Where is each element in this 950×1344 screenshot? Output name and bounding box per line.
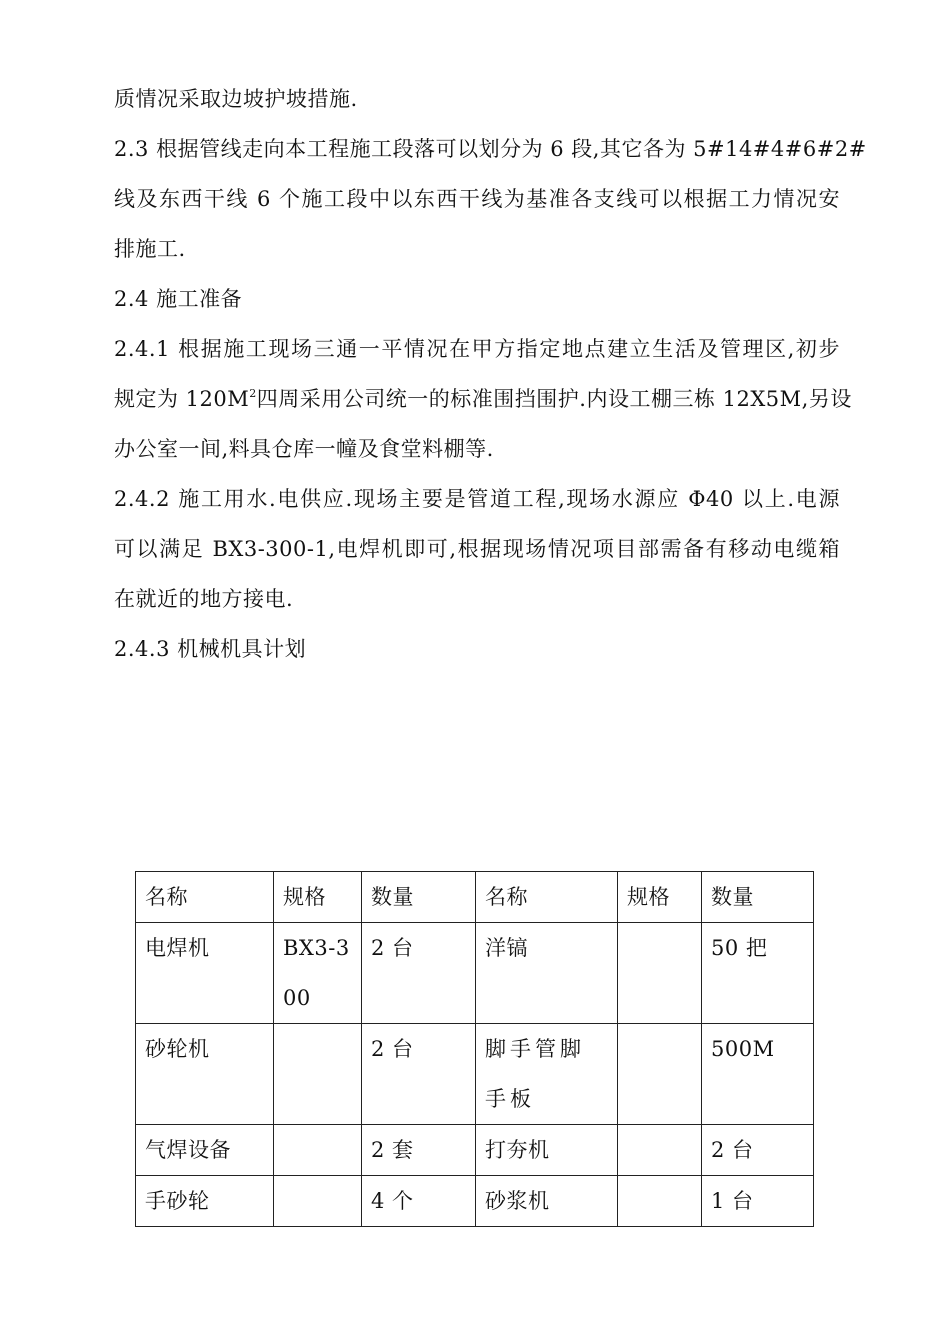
paragraph-2-3-sections	[114, 124, 867, 274]
text-line: 排施工.	[114, 237, 186, 261]
header-cell-spec: 规格	[618, 872, 702, 923]
table-row	[136, 1024, 814, 1125]
text-segment: 四周采用公司统一的标准围挡围护.内设工棚三栋 12X5M,另设	[256, 387, 852, 411]
table-cell	[618, 923, 702, 1024]
text-line: 2.4.3 机械机具计划	[114, 637, 307, 661]
header-cell-name: 名称	[136, 872, 274, 923]
table-row	[136, 923, 814, 1024]
table-cell: BX3-300	[274, 923, 362, 1024]
table-cell: 洋镐	[476, 923, 618, 1024]
table-cell	[274, 1024, 362, 1125]
table-cell: 4 个	[362, 1176, 476, 1227]
table-row	[136, 1125, 814, 1176]
table-cell	[618, 1176, 702, 1227]
table-row	[136, 1176, 814, 1227]
paragraph-2-4-1-site	[114, 324, 852, 474]
header-cell-quantity: 数量	[702, 872, 814, 923]
text-line	[114, 374, 852, 424]
table-cell: 2 套	[362, 1125, 476, 1176]
header-cell-name: 名称	[476, 872, 618, 923]
heading-2-4-preparation	[114, 274, 840, 324]
text-line: 2.4.2 施工用水.电供应.现场主要是管道工程,现场水源应 Φ40 以上.电源	[114, 487, 840, 511]
table-cell: 电焊机	[136, 923, 274, 1024]
table-cell: 50 把	[702, 923, 814, 1024]
table-cell: 1 台	[702, 1176, 814, 1227]
table-cell: 500M	[702, 1024, 814, 1125]
table-cell: 砂浆机	[476, 1176, 618, 1227]
paragraph-2-4-2-utilities	[114, 474, 840, 624]
table-cell	[274, 1176, 362, 1227]
text-line: 线及东西干线 6 个施工段中以东西干线为基准各支线可以根据工力情况安	[114, 187, 840, 211]
header-cell-quantity: 数量	[362, 872, 476, 923]
table-cell: 脚手管脚手板	[476, 1024, 618, 1125]
table-cell: 砂轮机	[136, 1024, 274, 1125]
table-cell	[618, 1024, 702, 1125]
text-segment: 规定为 120M	[114, 387, 250, 411]
superscript-two: 2	[249, 387, 257, 400]
table-cell: 打夯机	[476, 1125, 618, 1176]
text-line: 可以满足 BX3-300-1,电焊机即可,根据现场情况项目部需备有移动电缆箱	[114, 537, 840, 561]
table-cell	[618, 1125, 702, 1176]
text-line: 2.3 根据管线走向本工程施工段落可以划分为 6 段,其它各为 5#14#4#6#2#	[114, 137, 867, 161]
text-line: 2.4 施工准备	[114, 287, 243, 311]
text-line: 2.4.1 根据施工现场三通一平情况在甲方指定地点建立生活及管理区,初步	[114, 337, 840, 361]
paragraph-slope-protection	[114, 74, 840, 124]
table-header-row	[136, 872, 814, 923]
equipment-table	[135, 871, 814, 1227]
text-line: 办公室一间,料具仓库一幢及食堂料棚等.	[114, 437, 494, 461]
table-cell: 手砂轮	[136, 1176, 274, 1227]
table-cell: 2 台	[702, 1125, 814, 1176]
table-cell: 2 台	[362, 923, 476, 1024]
text-line: 质情况采取边坡护坡措施.	[114, 87, 358, 111]
text-line: 在就近的地方接电.	[114, 587, 294, 611]
table-cell: 气焊设备	[136, 1125, 274, 1176]
table-cell: 2 台	[362, 1024, 476, 1125]
table-cell	[274, 1125, 362, 1176]
heading-2-4-3-equipment-plan	[114, 624, 840, 674]
header-cell-spec: 规格	[274, 872, 362, 923]
